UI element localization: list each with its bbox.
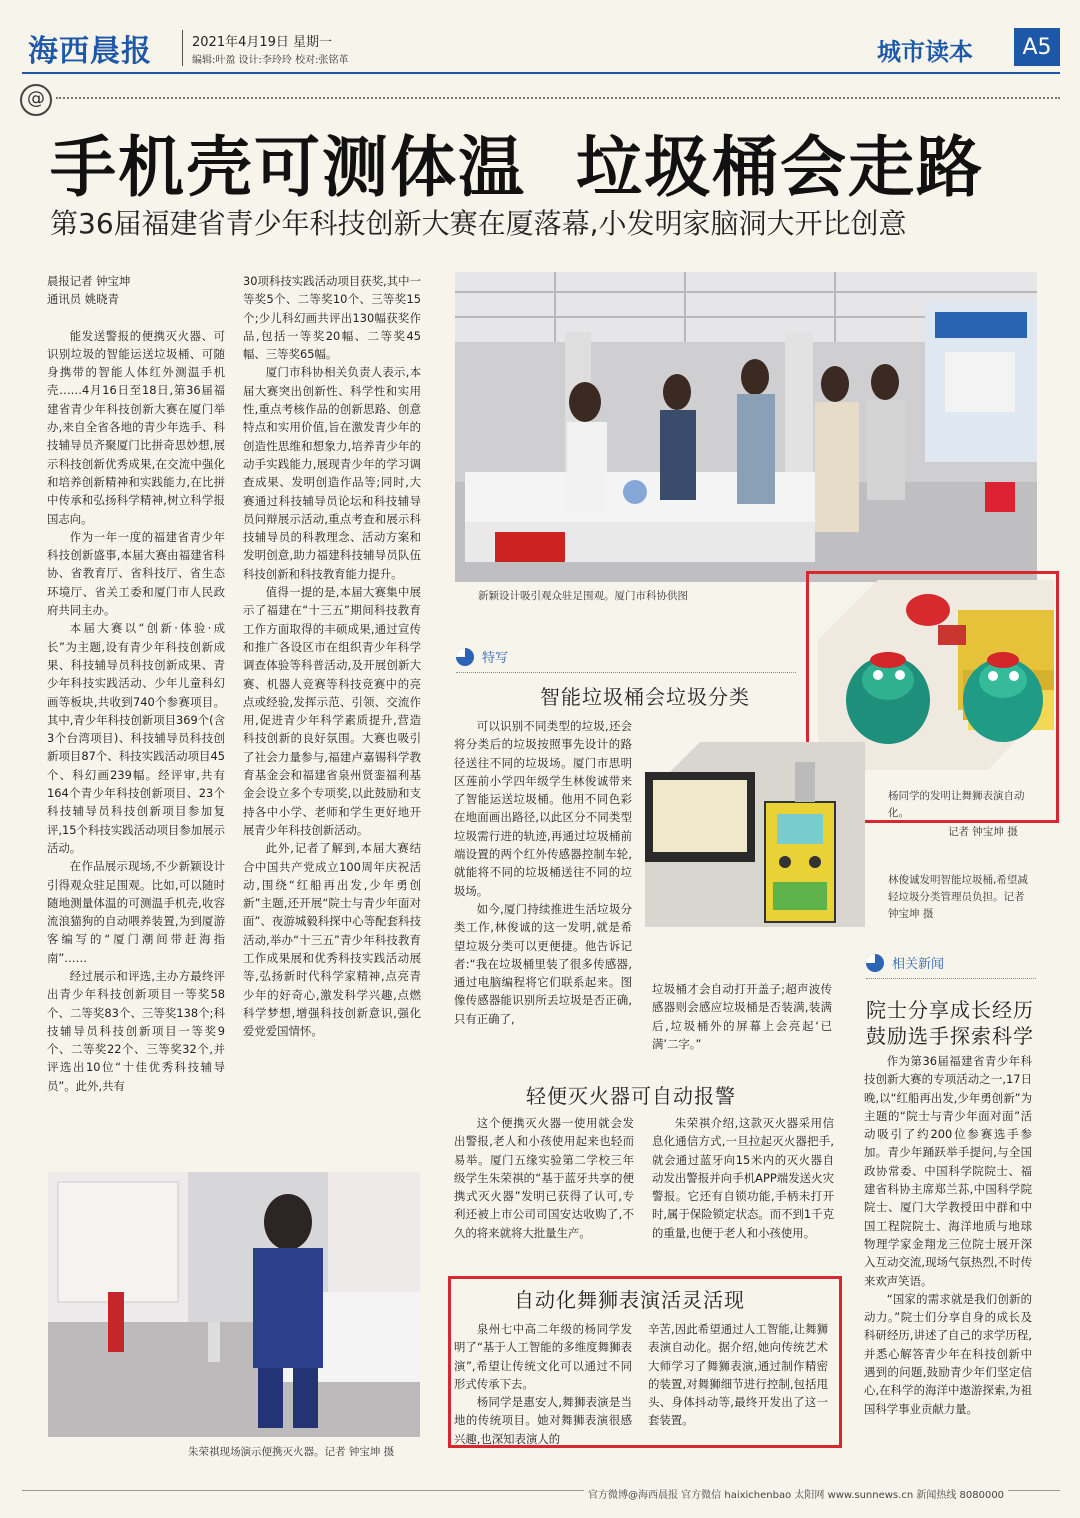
paragraph: 30项科技实践活动项目获奖,其中一等奖5个、二等奖10个、三等奖15个;少儿科幻画共评出130幅获奖作品,包括一等奖20幅、二等奖45幅、三等奖65幅。 [243, 274, 421, 362]
newspaper-logo: 海西晨报 [28, 34, 152, 69]
related-title-2: 鼓励选手探索科学 [866, 1024, 1034, 1048]
byline-correspondent: 通讯员 姚晓青 [47, 292, 119, 307]
section-dot-icon [866, 954, 884, 972]
paragraph: 此外,记者了解到,本届大赛结合中国共产党成立100周年庆祝活动,围绕“红船再出发,少年勇创新”主题,还开展“院士与青少年面对面”、夜游城毅科探中心等配套科技活动,举办“十三五”青少年科技教育工作成果展和优秀科技实践活动展等,弘扬新时代科学家精神,点亮青少年的好奇心,激发科学兴趣,点燃科学梦想,增强科技创新意识,强化爱党爱国情怀。 [243, 841, 421, 1039]
smart-bin-illustration [645, 742, 865, 927]
paragraph: 朱荣祺介绍,这款灭火器采用信息化通信方式,一旦拉起灭火器把手,就会通过蓝牙向15米内的灭火器自动发出警报并向手机APP端发送火灾警报。它还有自锁功能,手柄未打开时,属于保险锁定状态。而不到1千克的重量,也便于老人和小孩使用。 [652, 1116, 834, 1240]
bin-story-col-1 [454, 717, 632, 1028]
paragraph: “国家的需求就是我们创新的动力。”院士们分享自身的成长及科研经历,讲述了自己的求学历程,并悉心解答青少年在科技创新中遇到的问题,鼓励青少年们坚定信心,在科学的海洋中遨游探索,为祖国科学事业贡献力量。 [864, 1291, 1032, 1416]
masthead [22, 20, 1060, 72]
paragraph: 能发送警报的便携灭火器、可识别垃圾的智能运送垃圾桶、可随身携带的智能人体红外测温手机壳……4月16日至18日,第36届福建省青少年科技创新大赛在厦门举办,来自全省各地的青少年选手、科技辅导员齐聚厦门比拼奇思妙想,展示科技创新优秀成果,在交流中强化和培养创新精神和实践能力,在比拼中传承和弘扬科学精神,树立科学报国志向。 [47, 328, 225, 526]
footer-contacts: 官方微博@海西晨报 官方微信 haixichenbao 太阳网 www.sunnews.cn 新闻热线 8080000 [584, 1486, 1008, 1501]
tag-special-label: 特写 [482, 651, 509, 666]
related-col [864, 1052, 1032, 1418]
issue-date: 2021年4月19日 星期一 [192, 35, 333, 50]
paragraph: 本届大赛以“创新·体验·成长”为主题,设有青少年科技创新成果、科技辅导员科技创新成果、青少年科技实践活动、少年儿童科幻画等板块,共收到740个参赛项目。其中,青少年科技创新项目369个(含3个台湾项目)、科技辅导员科技创新项目87个、科技实践活动项目45个、科幻画239幅。经评审,共有164个青少年科技创新项目、23个科技辅导员科技创新项目参加复评,15个科技实践活动项目参加展示活动。 [47, 621, 225, 855]
paragraph: 辛苦,因此希望通过人工智能,让舞狮表演自动化。据介绍,她向传统艺术大师学习了舞狮表演,通过制作精密的装置,对舞狮细节进行控制,包括甩头、身体抖动等,最终开发出了这一套装置。 [648, 1322, 828, 1428]
exhibition-illustration [455, 272, 1037, 582]
photo-caption-exhibition: 新颖设计吸引观众驻足围观。厦门市科协供图 [478, 590, 688, 602]
article-col-1 [47, 272, 225, 1095]
article-col-2 [243, 272, 421, 1040]
tag-special [456, 647, 508, 666]
fire-story-col-1 [454, 1114, 634, 1242]
paragraph: 作为一年一度的福建省青少年科技创新盛事,本届大赛由福建省科协、省教育厅、省科技厅、省生态环境厅、省关工委和厦门市人民政府共同主办。 [47, 529, 225, 618]
paragraph: 垃圾桶才会自动打开盖子;超声波传感器则会感应垃圾桶是否装满,装满后,垃圾桶外的屏幕上会亮起‘已满’二字。” [652, 982, 832, 1051]
paragraph: 泉州七中高二年级的杨同学发明了“基于人工智能的多维度舞狮表演”,希望让传统文化可以通过不同形式传承下去。 [454, 1322, 632, 1391]
paragraph: 在作品展示现场,不少新颖设计引得观众驻足围观。比如,可以随时随地测量体温的可测温手机壳,收容流浪猫狗的自动喂养装置,为到厦游客编写的“厦门潮间带赶海指南”…… [47, 859, 225, 965]
photo-caption-smart-bin: 林俊诚发明智能垃圾桶,希望减轻垃圾分类管理员负担。记者 钟宝坤 摄 [888, 874, 1028, 920]
headline-sub: 第36届福建省青少年科技创新大赛在厦落幕,小发明家脑洞大开比创意 [50, 207, 907, 240]
paragraph: 这个便携灭火器一使用就会发出警报,老人和小孩使用起来也轻而易举。厦门五缘实验第二学校三年级学生朱荣祺的“基于蓝牙共享的便携式灭火器”发明已获得了认可,专利还被上市公司司国安达收购了,不久的将来就将大批量生产。 [454, 1116, 634, 1240]
section-dot-icon [456, 648, 474, 666]
tag-special-rule [456, 672, 796, 673]
editors-line: 编辑:叶盈 设计:李玲玲 校对:张铭革 [192, 55, 349, 66]
lion-story-title: 自动化舞狮表演活灵活现 [514, 1288, 745, 1312]
fire-story-title: 轻便灭火器可自动报警 [526, 1084, 736, 1108]
dotted-rule [56, 97, 1060, 99]
section-name: 城市读本 [877, 38, 973, 66]
byline-reporter: 晨报记者 钟宝坤 [47, 274, 131, 288]
photo-caption-lion: 杨同学的发明让舞狮表演自动化。 [888, 790, 1025, 819]
tag-related-label: 相关新闻 [892, 957, 945, 972]
paragraph: 值得一提的是,本届大赛集中展示了福建在“十三五”期间科技教育工作方面取得的丰硕成果,通过宣传和推广各设区市在组织青少年科学调查体验等科普活动,及开展创新大赛、机器人竞赛等科技竞赛中的亮点或经验,发挥示范、引领、交流作用,促进青少年科学素质提升,营造科技创新的良好氛围。大赛也吸引了社会力量参与,福建卢嘉锡科学教育基金会和福建省泉州贤銮福利基金会设立多个专项奖,以此鼓励和支持各中小学、老师和学生更好地开展青少年科技创新活动。 [243, 585, 421, 837]
photo-fire-extinguisher-demo [48, 1172, 420, 1437]
photo-credit-lion: 记者 钟宝坤 摄 [948, 826, 1018, 838]
photo-smart-bin [645, 742, 865, 927]
fire-story-col-2 [652, 1114, 834, 1242]
boy-demo-illustration [48, 1172, 420, 1437]
lion-story-col-1 [454, 1320, 632, 1448]
masthead-rule [22, 72, 1060, 74]
photo-exhibition [455, 272, 1037, 582]
bin-story-title: 智能垃圾桶会垃圾分类 [540, 685, 750, 709]
paragraph: 杨同学是惠安人,舞狮表演是当地的传统项目。她对舞狮表演很感兴趣,也深知表演人的 [454, 1395, 632, 1446]
paragraph: 经过展示和评选,主办方最终评出青少年科技创新项目一等奖58个、二等奖83个、三等奖138个;科技辅导员科技创新项目一等奖9个、二等奖22个、三等奖32个,并评选出10位“十佳优秀科技辅导员”。此外,共有 [47, 968, 225, 1093]
page-number-badge: A5 [1014, 28, 1060, 66]
headline-main: 手机壳可测体温 垃圾桶会走路 [50, 129, 984, 206]
at-icon: @ [20, 84, 52, 116]
lion-story-col-2 [648, 1320, 828, 1430]
photo-caption-fire-extinguisher: 朱荣祺现场演示便携灭火器。记者 钟宝坤 摄 [188, 1446, 395, 1458]
paragraph: 如今,厦门持续推进生活垃圾分类工作,林俊诚的这一发明,就是希望垃圾分类可以更便捷。他告诉记者:“我在垃圾桶里装了很多传感器,通过电脑编程将它们联系起来。图像传感器能识别所丢垃圾是否正确,只有正确了, [454, 901, 632, 1026]
paragraph: 可以识别不同类型的垃圾,还会将分类后的垃圾按照事先设计的路径送往不同的垃圾场。厦门市思明区莲前小学四年级学生林俊诚带来了智能运送垃圾桶。他用不同色彩在地面画出路径,以此区分不同类型垃圾需行进的轨迹,再通过垃圾桶前端设置的两个红外传感器控制车轮,就能将不同的垃圾桶送往不同的垃圾场。 [454, 719, 632, 898]
logo-divider [182, 30, 183, 66]
paragraph: 厦门市科协相关负责人表示,本届大赛突出创新性、科学性和实用性,重点考核作品的创新思路、创意特点和实用价值,旨在激发青少年的创造性思维和想象力,培养青少年的动手实践能力,展现青少年的学习调查成果、发明创造作品等;同时,大赛通过科技辅导员论坛和科技辅导员问辩展示活动,重点考查和展示科技辅导员的科教理念、活动方案和发明创意,助力福建科技辅导员队伍科技创新和科技教育能力提升。 [243, 365, 421, 581]
bin-story-col-2 [652, 980, 832, 1053]
tag-related [866, 953, 944, 972]
tag-related-rule [866, 978, 1036, 979]
paragraph: 作为第36届福建省青少年科技创新大赛的专项活动之一,17日晚,以“红船再出发,少年勇创新”为主题的“院士与青少年面对面”活动吸引了约200位参赛选手参加。青少年踊跃举手提问,与全国政协常委、中国科学院院士、福建省科协主席郑兰荪,中国科学院院士、厦门大学教授田中群和中国工程院院士、海洋地质与地球物理学家金翔龙三位院士展开深入互动交流,现场气氛热烈,不时传来欢声笑语。 [864, 1054, 1032, 1288]
related-title-1: 院士分享成长经历 [866, 998, 1034, 1022]
